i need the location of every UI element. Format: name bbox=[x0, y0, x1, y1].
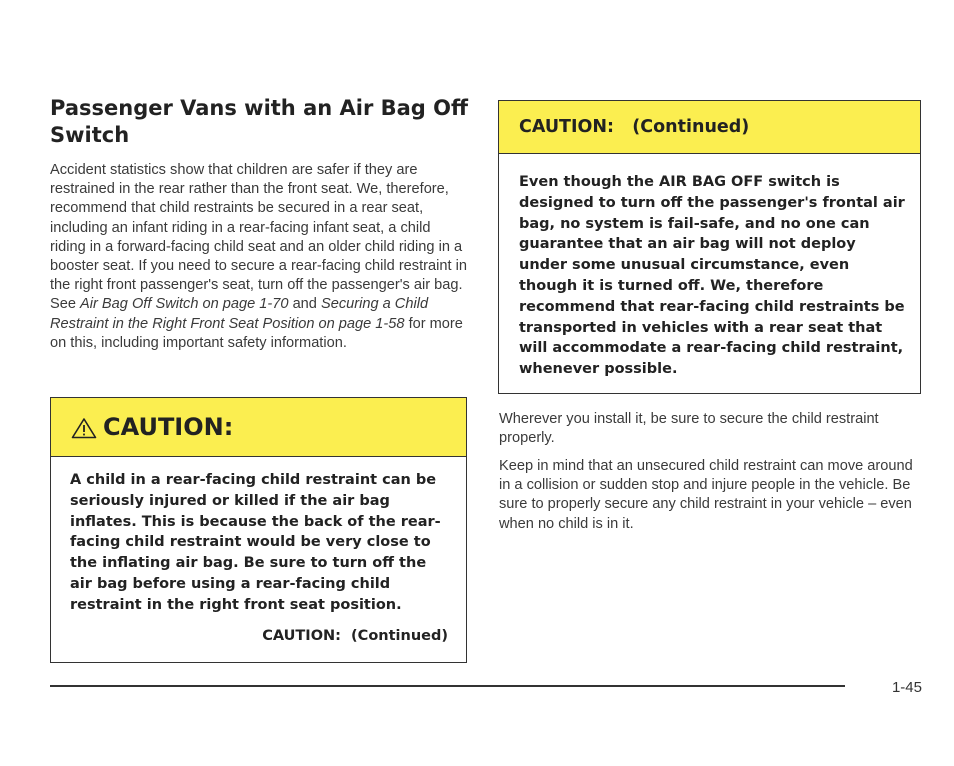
intro-text-2: and bbox=[288, 296, 321, 313]
cross-reference-securing-child-restraint: Securing a Child Restraint in the Right Front Seat Position on page 1-58 bbox=[50, 296, 429, 332]
intro-text-1: Accident statistics show that children are safer if they are restrained in the rear rather than the front seat. We, therefore, recommend that child restraints be secured in a rear seat, including an infant riding in a rear-facing infant seat, a child riding in a forward-facing child seat and an older child riding in a booster seat. If you need to secure a rear-facing child restraint in the right front passenger's seat, turn off the passenger's air bag. See bbox=[50, 162, 467, 313]
paragraph-secure-restraint: Wherever you install it, be sure to secure the child restraint properly. bbox=[499, 411, 879, 447]
caution-header-right: CAUTION: (Continued) bbox=[499, 101, 920, 154]
paragraph-unsecured-restraint: Keep in mind that an unsecured child restraint can move around in a collision or sudden stop and injure people in the vehicle. Be sure to properly secure any child restraint in your vehicle – even when no child is in it. bbox=[499, 458, 913, 532]
caution-box-right bbox=[498, 100, 921, 394]
footer-divider bbox=[50, 685, 845, 687]
intro-paragraph bbox=[50, 161, 468, 353]
warning-triangle-icon bbox=[71, 417, 97, 439]
caution-header-left bbox=[51, 398, 466, 457]
page-number: 1-45 bbox=[891, 679, 922, 696]
intro-text-3: for more on this, including important safety information. bbox=[50, 315, 463, 351]
cross-reference-air-bag-off-switch: Air Bag Off Switch on page 1-70 bbox=[80, 296, 289, 313]
caution-box-left bbox=[50, 397, 467, 663]
section-title: Passenger Vans with an Air Bag Off Switch bbox=[50, 96, 469, 147]
caution-label: CAUTION: bbox=[103, 413, 234, 441]
caution-continued-footer: CAUTION: (Continued) bbox=[262, 628, 448, 644]
caution-body-right: Even though the AIR BAG OFF switch is designed to turn off the passenger's frontal air bag, no system is fail-safe, and no one can guarantee that an air bag will not deploy under some unusual circumstance, even though it is turned off. We, therefore recommend that rear-facing child restraints be transported in vehicles with a rear seat that will accommodate a rear-facing child restraint, whenever possible. bbox=[519, 174, 905, 378]
caution-body-left: A child in a rear-facing child restraint can be seriously injured or killed if the air bag inflates. This is because the back of the rear-facing child restraint would be very close to the inflating air bag. Be sure to turn off the air bag before using a rear-facing child restraint in the right front seat position. bbox=[70, 472, 441, 613]
